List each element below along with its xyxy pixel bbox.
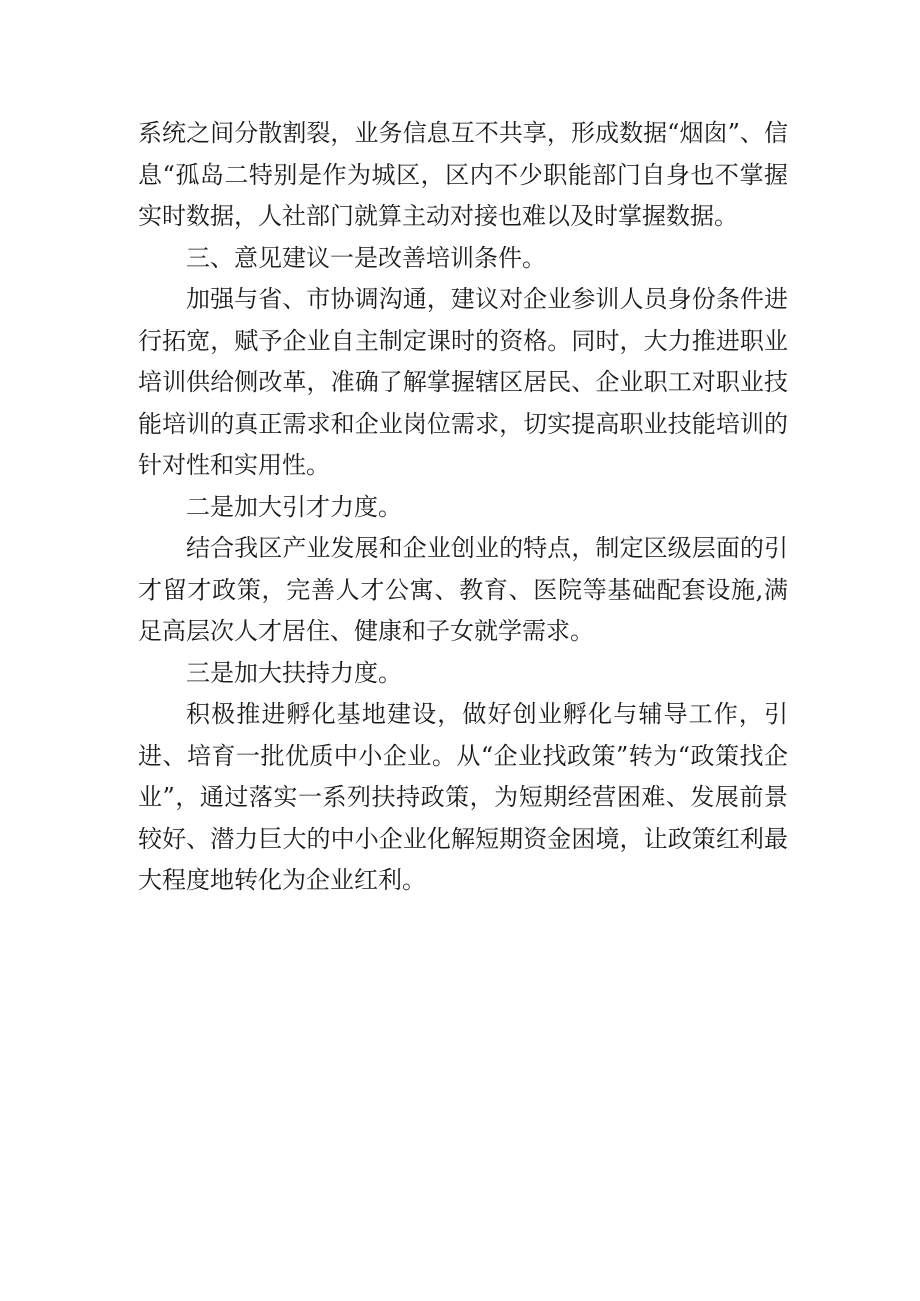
- paragraph-training: 加强与省、市协调沟通，建议对企业参训人员身份条件进行拓宽，赋予企业自主制定课时的资格。同时，大力推进职业培训供给侧改革，准确了解掌握辖区居民、企业职工对职业技能培训的真正需求和企业岗位需求，切实提高职业技能培训的针对性和实用性。: [138, 285, 788, 479]
- subheading-support: 三是加大扶持力度。: [186, 658, 402, 687]
- paragraph-talent: 结合我区产业发展和企业创业的特点，制定区级层面的引才留才政策，完善人才公寓、教育、医院等基础配套设施,满足高层次人才居住、健康和子女就学需求。: [138, 534, 788, 645]
- document-body: [138, 113, 788, 902]
- subheading-talent: 二是加大引才力度。: [186, 492, 402, 521]
- paragraph-continuation: 系统之间分散割裂，业务信息互不共享，形成数据“烟囱”、信息“孤岛二特别是作为城区，区内不少职能部门自身也不掌握实时数据，人社部门就算主动对接也难以及时掌握数据。: [138, 119, 788, 230]
- section-heading-suggestions: 三、意见建议一是改善培训条件。: [186, 243, 546, 272]
- paragraph-support: 积极推进孵化基地建设，做好创业孵化与辅导工作，引进、培育一批优质中小企业。从“企业找政策”转为“政策找企业”，通过落实一系列扶持政策，为短期经营困难、发展前景较好、潜力巨大的中小企业化解短期资金困境，让政策红利最大程度地转化为企业红利。: [138, 700, 788, 894]
